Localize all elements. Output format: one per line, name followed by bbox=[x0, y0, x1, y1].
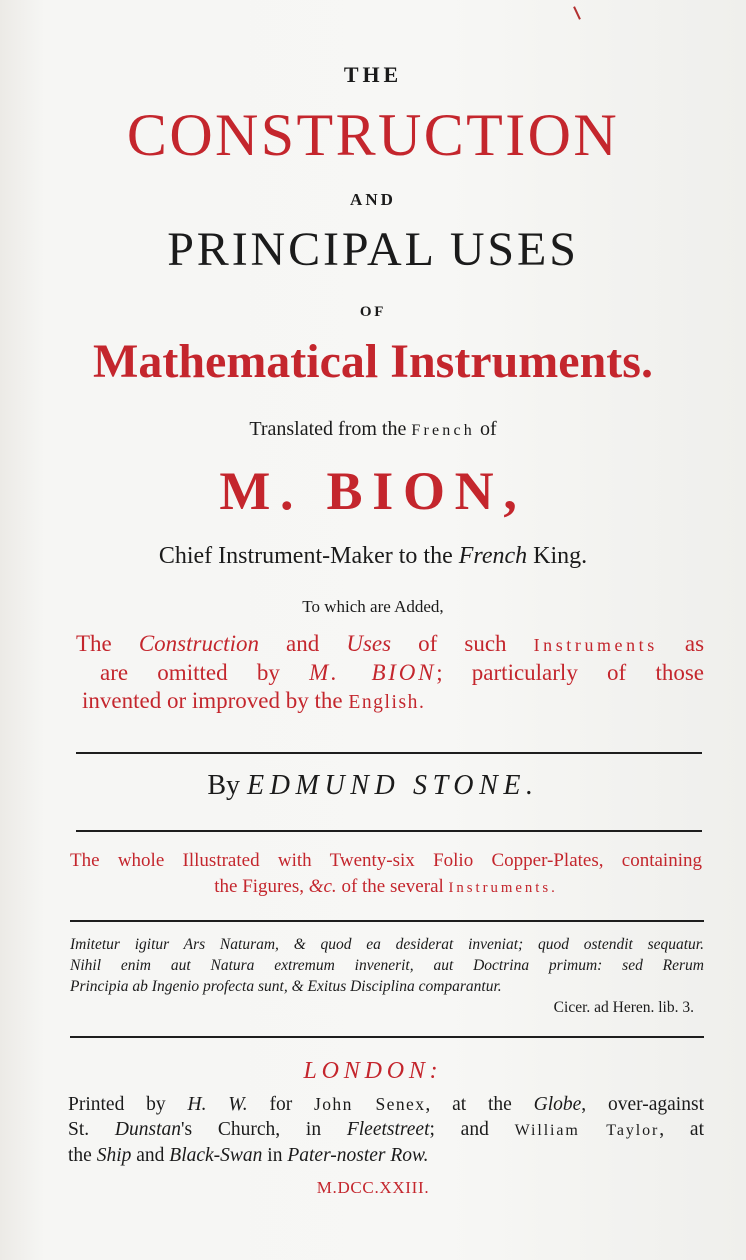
translated-french: French bbox=[411, 422, 475, 439]
rule-4 bbox=[70, 1036, 704, 1038]
added-block bbox=[76, 630, 704, 717]
title-construction: CONSTRUCTION bbox=[126, 102, 620, 168]
imprint-city: LONDON: bbox=[303, 1058, 443, 1084]
byline-name: EDMUND STONE. bbox=[247, 770, 539, 801]
role-french: French bbox=[458, 543, 528, 569]
quote-line-1: Imitetur igitur Ars Naturam, & quod ea desiderat inveniat; quod ostendit sequatur. bbox=[70, 936, 704, 953]
illustrated-line-2: the Figures, &c. of the several Instruments. bbox=[214, 876, 558, 897]
imprint-year: M.DCC.XXIII. bbox=[316, 1178, 430, 1197]
illustrated-line-1: The whole Illustrated with Twenty-six Folio Copper-Plates, containing bbox=[70, 850, 702, 871]
title-the: THE bbox=[343, 62, 403, 87]
role-text-b: King. bbox=[533, 543, 588, 569]
quote-line-3: Principia ab Ingenio profecta sunt, & Exitus Disciplina comparantur. bbox=[70, 978, 502, 995]
quote-line-2: Nihil enim aut Natura extremum invenerit, aut Doctrina primum: sed Rerum bbox=[70, 957, 704, 974]
imprint-line-3: the Ship and Black-Swan in Pater-noster Row. bbox=[68, 1145, 429, 1166]
rule-3 bbox=[70, 920, 704, 922]
rule-2 bbox=[76, 830, 702, 832]
imprint-line-1: Printed by H. W. for John Senex, at the Globe, over-against bbox=[68, 1094, 704, 1115]
title-of: OF bbox=[359, 304, 387, 320]
author-role bbox=[0, 543, 746, 570]
latin-quote bbox=[70, 934, 704, 1018]
added-line-3: invented or improved by the English. bbox=[82, 688, 426, 713]
added-line-1: The Construction and Uses of such Instruments as bbox=[76, 631, 705, 656]
author-bion: M. BION, bbox=[219, 461, 527, 521]
translated-line bbox=[0, 418, 746, 441]
imprint-block bbox=[68, 1092, 704, 1168]
title-and: AND bbox=[349, 190, 396, 209]
role-text-a: Chief Instrument-Maker to the bbox=[158, 543, 453, 569]
corner-mark bbox=[573, 6, 581, 20]
illustrated-block bbox=[70, 848, 702, 901]
title-mathematical-instruments: Mathematical Instruments. bbox=[93, 335, 653, 388]
added-line-2: are omitted by M. BION; particularly of those bbox=[100, 660, 704, 685]
quote-source: Cicer. ad Heren. lib. 3. bbox=[553, 999, 694, 1016]
rule-1 bbox=[76, 752, 702, 754]
added-heading: To which are Added, bbox=[302, 597, 444, 616]
title-principal-uses: PRINCIPAL USES bbox=[167, 223, 579, 276]
translated-text: Translated from the bbox=[249, 418, 407, 440]
byline-by: By bbox=[207, 770, 241, 801]
translated-of: of bbox=[479, 418, 497, 440]
byline bbox=[0, 770, 746, 802]
imprint-line-2: St. Dunstan's Church, in Fleetstreet; and William Taylor, at bbox=[68, 1119, 705, 1140]
